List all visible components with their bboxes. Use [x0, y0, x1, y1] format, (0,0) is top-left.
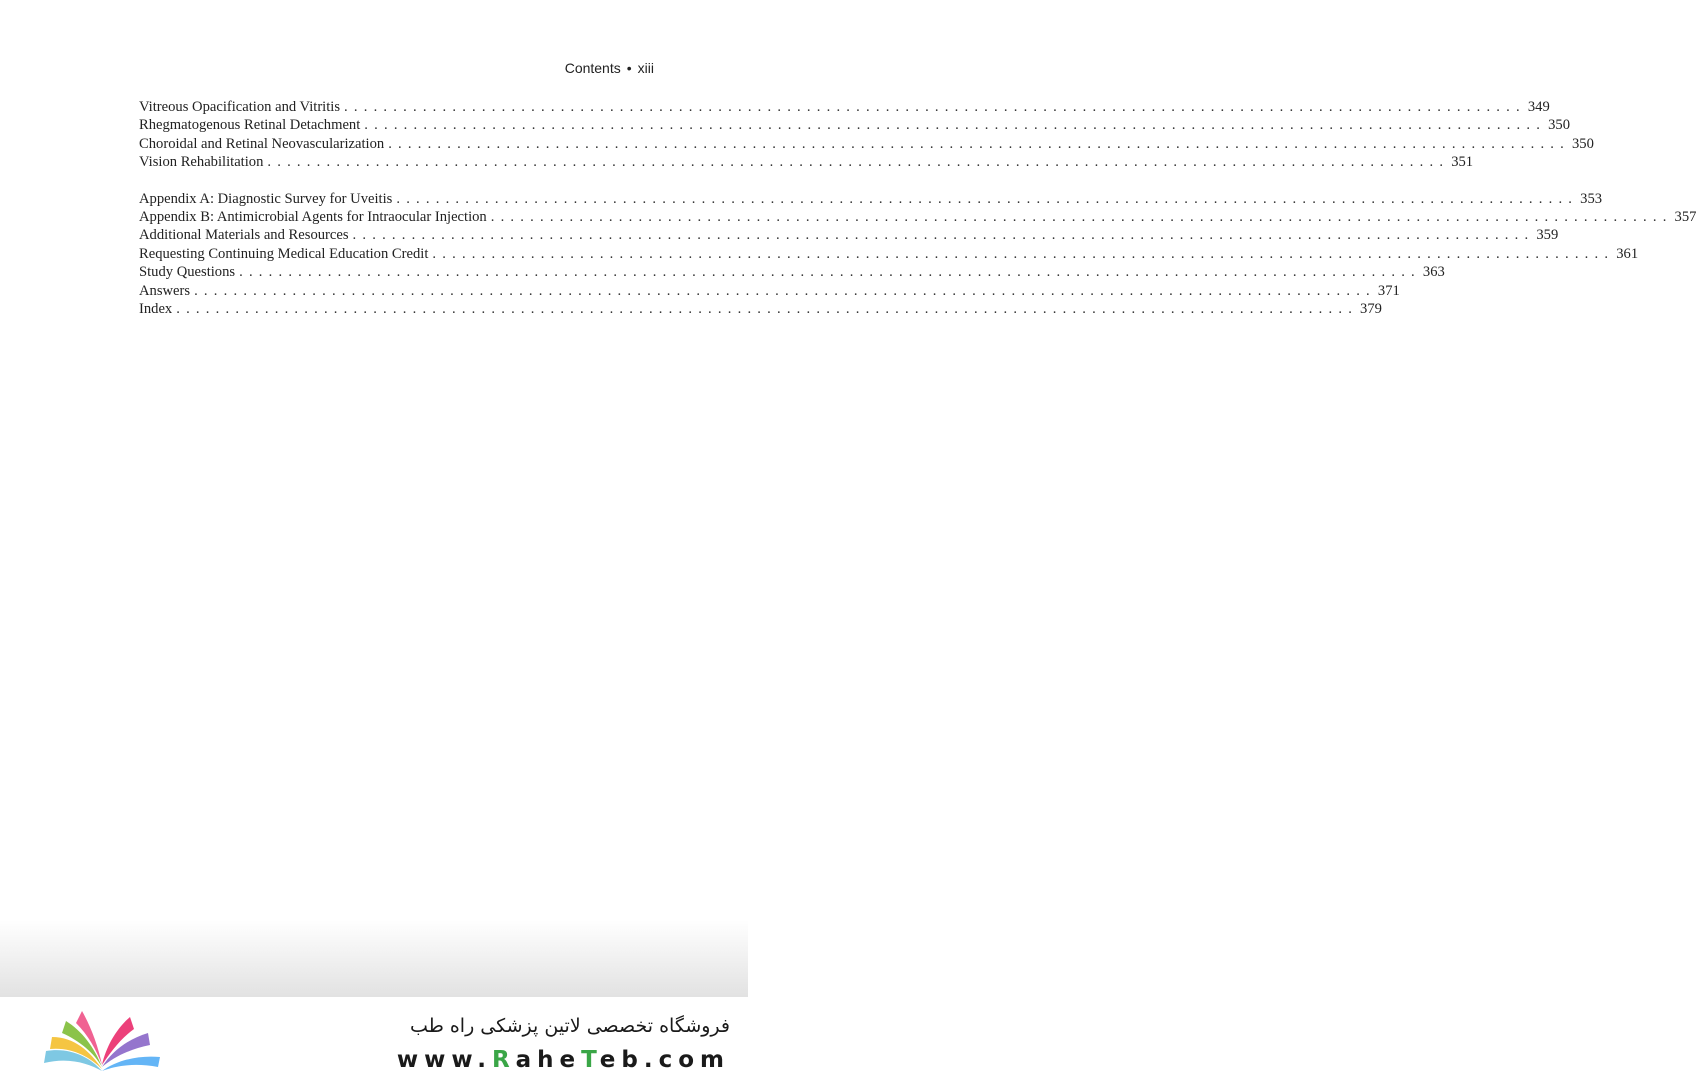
toc-entry[interactable]: [139, 245, 1639, 263]
toc-entry[interactable]: [139, 116, 1570, 134]
toc-entry[interactable]: [139, 135, 1594, 153]
toc-entry[interactable]: [139, 226, 1559, 244]
toc-leader-dots: ........................................................................................................................: [194, 282, 1376, 299]
toc-leader-dots: ........................................................................................................................: [432, 245, 1615, 262]
toc-group-back-matter: [139, 190, 1696, 319]
toc-entry-page: 353: [1580, 190, 1603, 207]
toc-entry-title: Vitreous Opacification and Vitritis: [139, 99, 341, 115]
toc-entry-page: 363: [1422, 264, 1445, 281]
toc-entry[interactable]: [139, 208, 1696, 226]
toc-entry-title: Index: [139, 300, 173, 317]
toc-leader-dots: ........................................................................................................................: [490, 208, 1673, 225]
toc-entry-page: 357: [1674, 208, 1696, 225]
toc-leader-dots: ........................................................................................................................: [396, 190, 1579, 207]
running-head-page-number: xiii: [637, 60, 654, 76]
toc-entry-title: Appendix A: Diagnostic Survey for Uveitis: [139, 190, 393, 207]
toc-entry[interactable]: [139, 263, 1445, 281]
toc-entry[interactable]: [139, 153, 1474, 171]
toc-entry-page: 361: [1616, 245, 1639, 262]
toc-entry-page: 350: [1548, 117, 1570, 134]
toc-entry-title: Requesting Continuing Medical Education Credit: [139, 245, 429, 262]
running-head-section: Contents: [564, 60, 621, 76]
open-book-logo-icon: [40, 1007, 165, 1073]
table-of-contents: [139, 98, 1696, 336]
url-prefix: www.: [396, 1047, 492, 1073]
toc-entry-title: Choroidal and Retinal Neovascularization: [139, 135, 385, 152]
running-head: [565, 60, 654, 76]
toc-leader-dots: ........................................................................................................................: [176, 300, 1359, 317]
toc-entry-title: Answers: [139, 282, 191, 299]
toc-leader-dots: ........................................................................................................................: [344, 99, 1526, 115]
toc-entry-page: 350: [1572, 135, 1594, 152]
toc-entry-title: Study Questions: [139, 264, 236, 281]
toc-leader-dots: ........................................................................................................................: [239, 264, 1421, 281]
watermark-banner: [0, 997, 748, 1080]
toc-entry[interactable]: [139, 98, 1550, 116]
running-head-separator: •: [626, 60, 632, 76]
toc-leader-dots: ........................................................................................................................: [267, 154, 1450, 171]
toc-entry-page: 371: [1377, 282, 1400, 299]
page-bottom-shadow: [0, 920, 748, 1000]
toc-group-chapter-sections: [139, 98, 1594, 172]
toc-entry-page: 379: [1360, 300, 1382, 317]
toc-entry-title: Vision Rehabilitation: [139, 154, 264, 171]
toc-leader-dots: ........................................................................................................................: [352, 227, 1535, 244]
toc-entry-page: 351: [1451, 154, 1474, 171]
store-name-persian: فروشگاه تخصصی لاتین پزشکی راه طب: [410, 1015, 730, 1037]
toc-entry[interactable]: [139, 300, 1382, 318]
toc-leader-dots: ........................................................................................................................: [388, 135, 1570, 152]
toc-entry-page: 349: [1527, 99, 1550, 115]
store-url: [397, 1047, 730, 1073]
toc-entry-title: Appendix B: Antimicrobial Agents for Intraocular Injection: [139, 208, 487, 225]
toc-entry-title: Additional Materials and Resources: [139, 227, 349, 244]
toc-leader-dots: ........................................................................................................................: [364, 117, 1547, 134]
toc-entry[interactable]: [139, 282, 1400, 300]
url-letter-t: T: [581, 1047, 600, 1073]
toc-entry-title: Rhegmatogenous Retinal Detachment: [139, 117, 361, 134]
url-ahe: ahe: [515, 1047, 582, 1073]
url-letter-r: R: [491, 1047, 516, 1073]
toc-entry-page: 359: [1536, 227, 1559, 244]
toc-entry[interactable]: [139, 190, 1603, 208]
url-suffix: eb.com: [599, 1047, 730, 1073]
